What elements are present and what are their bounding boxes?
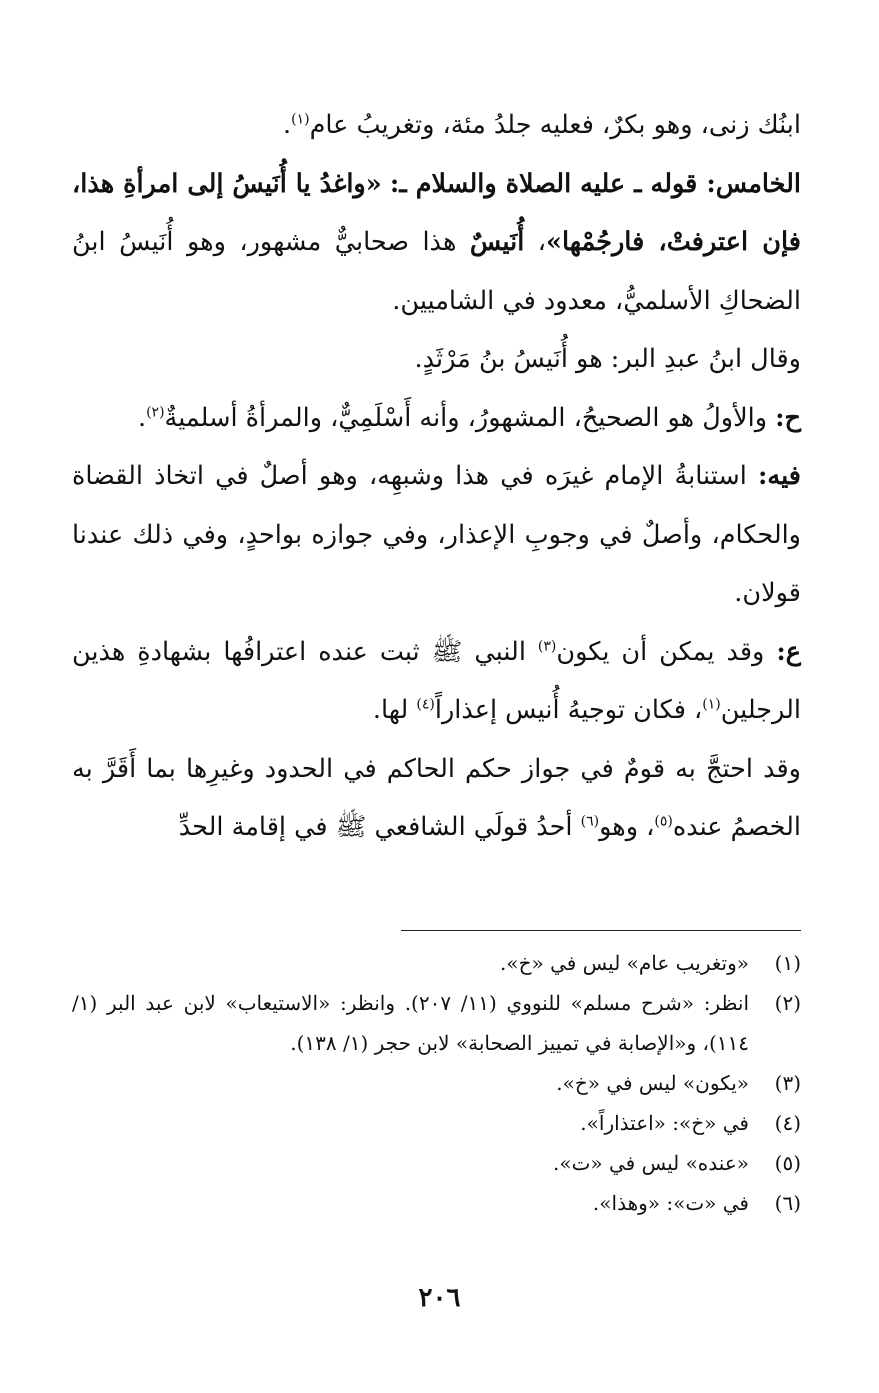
paragraph-text: هذا صحابيٌّ مشهور، وهو أُنَيسُ ابنُ الضحاكِ الأسلميُّ، معدود في الشاميين. (72, 227, 801, 316)
hadith-quote: «واغدُ يا أُنَيسُ إلى امرأةِ هذا، فإن اعترفتْ، فارجُمْها» (72, 168, 801, 257)
narrator-name: أُنَيسٌ (469, 227, 525, 257)
footnotes (72, 943, 801, 1223)
footnote-text: انظر: «شرح مسلم» للنووي (١١/ ٢٠٧). وانظر: «الاستيعاب» لابن عبد البر (١/ ١١٤)، و«الإصابة في تمييز الصحابة» لابن حجر (١/ ١٣٨). (72, 991, 749, 1055)
paragraph-text: ، وهو (599, 812, 655, 842)
footnote-number: (٤) (774, 1111, 801, 1135)
paragraph-1 (72, 96, 801, 155)
paragraph-2 (72, 155, 801, 331)
paragraph-text: النبي ﷺ ثبت عنده اعترافُها بشهادةِ هذين الرجلين (72, 636, 801, 725)
commentator-marker: ع: (776, 636, 801, 667)
footnote-number: (٦) (774, 1191, 801, 1215)
paragraph-5 (72, 447, 801, 623)
paragraph-text: ، فكان توجيهُ أُنيس إعذاراً (434, 695, 703, 725)
footnote (72, 1183, 801, 1223)
footnote-marker: (٦) (580, 813, 600, 830)
footnote-text: في «ت»: «وهذا». (592, 1191, 749, 1215)
footnote-marker: (٤) (416, 696, 435, 713)
paragraph-text: لها. (372, 695, 417, 725)
footnote-marker: (٥) (654, 813, 673, 830)
footnote (72, 1063, 801, 1103)
paragraph-text: استنابةُ الإمام غيرَه في هذا وشبهِه، وهو أصلٌ في اتخاذ القضاة والحكام، وأصلٌ في وجوبِ الإعذار، وفي جوازه بواحدٍ، وفي ذلك عندنا قولان. (72, 461, 801, 608)
paragraph-text: وقد احتجَّ به قومٌ في جواز حكم الحاكم في الحدود وغيرِها بما أَقَرَّ به الخصمُ عنده (72, 753, 801, 842)
paragraph-6 (72, 623, 801, 740)
paragraph-text: والأولُ هو الصحيحُ، المشهورُ، وأنه أَسْلَمِيٌّ، والمرأةُ أسلميةٌ (164, 402, 776, 433)
footnote-marker: (١) (702, 696, 721, 713)
paragraph-7 (72, 740, 801, 857)
page-number: ٢٠٦ (418, 1283, 461, 1313)
section-heading: فيه: (758, 461, 801, 491)
paragraph-4 (72, 389, 801, 448)
footnote (72, 983, 801, 1063)
paragraph-text: وقد يمكن أن يكون (556, 636, 777, 667)
paragraph-3 (72, 330, 801, 389)
footnote (72, 1143, 801, 1183)
punctuation: . (283, 110, 292, 140)
paragraph-text: أحدُ قولَي الشافعي ﷺ في إقامة الحدِّ (178, 812, 581, 842)
section-heading: الخامس: قوله ـ عليه الصلاة والسلام ـ: (389, 168, 801, 199)
footnote (72, 943, 801, 983)
paragraph-text: ابنُك زنى، وهو بكرٌ، فعليه جلدُ مئة، وتغريبُ عام (309, 110, 801, 140)
footnote-number: (٥) (774, 1151, 801, 1175)
footnote-number: (٣) (774, 1071, 801, 1095)
punctuation: . (137, 402, 147, 433)
footnote-text: «يكون» ليس في «خ». (556, 1071, 749, 1095)
main-text (72, 96, 801, 857)
footnote-number: (٢) (774, 991, 801, 1015)
footnote-text: «عنده» ليس في «ت». (552, 1151, 749, 1175)
footnote-separator (401, 930, 801, 931)
footnote-marker: (١) (291, 111, 310, 128)
footnote-number: (١) (774, 951, 801, 975)
footnote-text: «وتغريب عام» ليس في «خ». (499, 951, 749, 975)
footnote-marker: (٢) (146, 404, 165, 420)
footnote-text: في «خ»: «اعتذاراً». (580, 1111, 749, 1135)
footnote-marker: (٣) (537, 638, 557, 654)
paragraph-text: وقال ابنُ عبدِ البر: هو أُنَيسُ بنُ مَرْثَدٍ. (414, 344, 801, 374)
commentator-marker: ح: (775, 402, 801, 433)
footnote (72, 1103, 801, 1143)
punctuation: ، (524, 227, 547, 257)
